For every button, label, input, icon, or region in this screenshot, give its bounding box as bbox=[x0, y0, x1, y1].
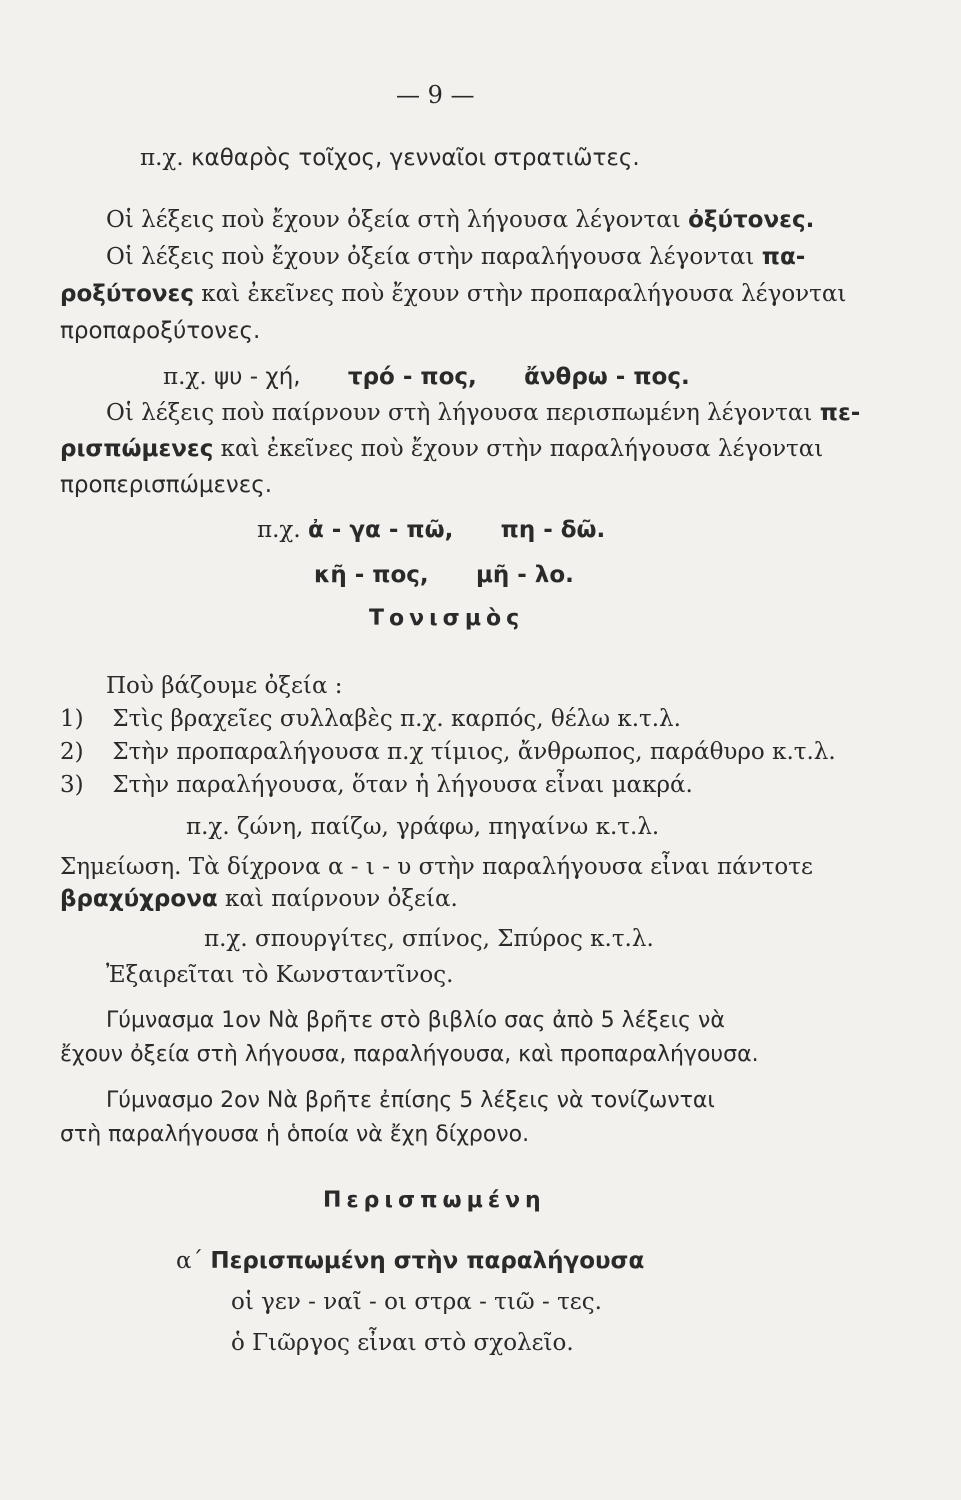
list-number: 2) bbox=[60, 739, 84, 765]
term-properispomenes: προπερισπώμενες. bbox=[60, 472, 273, 498]
exercise-2-line: στὴ παραλήγουσα ἡ ὁποία νὰ ἔχη δίχρονο. bbox=[60, 1122, 530, 1147]
note-line: Σημείωση. Τὰ δίχρονα α - ι - υ στὴν παραλήγουσα εἶναι πάντοτε bbox=[60, 854, 813, 880]
example-line bbox=[163, 362, 690, 392]
term-perispomenes: ρισπώμενες bbox=[60, 436, 214, 462]
example-prefix: π.χ. bbox=[257, 517, 301, 543]
example-line: οἱ γεν - ναῖ - οι στρα - τιῶ - τες. bbox=[231, 1289, 602, 1315]
plain-text: καὶ παίρνουν ὀξεία. bbox=[224, 886, 458, 912]
example-word: ἄνθρω - πος. bbox=[524, 364, 690, 390]
paragraph-line bbox=[106, 398, 860, 428]
subsection-letter: α΄ bbox=[176, 1248, 204, 1274]
example-word: ψυ - χή, bbox=[214, 364, 301, 390]
example-line bbox=[314, 560, 574, 590]
example-word: πη - δῶ. bbox=[500, 517, 606, 543]
plain-text: Οἱ λέξεις ποὺ ἔχουν ὀξεία στὴ λήγουσα λέγονται bbox=[106, 207, 681, 233]
term-part: πε- bbox=[819, 400, 861, 426]
term-oxytones: ὀξύτονες. bbox=[688, 207, 815, 233]
term-paroxytones: ροξύτονες bbox=[60, 281, 194, 307]
section-heading-tonismos: Τονισμὸς bbox=[369, 606, 525, 631]
paragraph-line bbox=[60, 434, 823, 464]
intro-text: Ποὺ βάζουμε ὀξεία : bbox=[106, 673, 343, 699]
paragraph-line bbox=[60, 279, 846, 309]
list-text: Στὴν παραλήγουσα, ὅταν ἡ λήγουσα εἶναι μακρά. bbox=[112, 772, 693, 798]
section-heading-perispomeni: Περισπωμένη bbox=[323, 1188, 546, 1213]
list-item bbox=[60, 704, 681, 734]
page-number: — 9 — bbox=[396, 81, 475, 109]
list-text: Στὴν προπαραλήγουσα π.χ τίμιος, ἄνθρωπος, παράθυρο κ.τ.λ. bbox=[112, 739, 836, 765]
note-line bbox=[60, 884, 458, 914]
example-line bbox=[257, 515, 605, 545]
example-line: π.χ. σπουργίτες, σπίνος, Σπύρος κ.τ.λ. bbox=[204, 926, 654, 952]
term-brachychrona: βραχύχρονα bbox=[60, 886, 218, 912]
subsection-title: Περισπωμένη στὴν παραλήγουσα bbox=[210, 1248, 645, 1274]
example-prefix: π.χ. bbox=[140, 145, 184, 171]
list-item bbox=[60, 770, 693, 800]
paragraph-line bbox=[106, 242, 805, 272]
plain-text: καὶ ἐκεῖνες ποὺ ἔχουν στὴν παραλήγουσα λέγονται bbox=[220, 436, 824, 462]
example-text: καθαρὸς τοῖχος, γενναῖοι στρατιῶτες. bbox=[191, 145, 640, 171]
plain-text: καὶ ἐκεῖνες ποὺ ἔχουν στὴν προπαραλήγουσα λέγονται bbox=[201, 281, 847, 307]
paragraph-line bbox=[106, 205, 814, 235]
list-item bbox=[60, 737, 836, 767]
term-part: πα- bbox=[761, 244, 806, 270]
plain-text: Οἱ λέξεις ποὺ παίρνουν στὴ λήγουσα περισπωμένη λέγονται bbox=[106, 400, 813, 426]
list-number: 1) bbox=[60, 706, 84, 732]
example-line bbox=[140, 143, 640, 173]
example-line: ὁ Γιῶργος εἶναι στὸ σχολεῖο. bbox=[231, 1330, 574, 1356]
term-proparoxytones: προπαροξύτονες. bbox=[60, 318, 261, 344]
subsection-heading bbox=[176, 1246, 644, 1276]
list-text: Στὶς βραχεῖες συλλαβὲς π.χ. καρπός, θέλω κ.τ.λ. bbox=[112, 706, 681, 732]
example-word: ἀ - γα - πῶ, bbox=[308, 517, 454, 543]
exercise-1-line: Γύμνασμα 1ον Νὰ βρῆτε στὸ βιβλίο σας ἀπὸ 5 λέξεις νὰ bbox=[106, 1008, 725, 1033]
example-prefix: π.χ. bbox=[163, 364, 207, 390]
example-line: π.χ. ζώνη, παίζω, γράφω, πηγαίνω κ.τ.λ. bbox=[186, 814, 660, 840]
exercise-1-line: ἔχουν ὀξεία στὴ λήγουσα, παραλήγουσα, καὶ προπαραλήγουσα. bbox=[60, 1042, 759, 1067]
exercise-2-line: Γύμνασμο 2ον Νὰ βρῆτε ἐπίσης 5 λέξεις νὰ τονίζωνται bbox=[106, 1088, 715, 1113]
example-word: μῆ - λο. bbox=[475, 562, 574, 588]
plain-text: Οἱ λέξεις ποὺ ἔχουν ὀξεία στὴν παραλήγουσα λέγονται bbox=[106, 244, 755, 270]
list-number: 3) bbox=[60, 772, 84, 798]
exception-text: Ἐξαιρεῖται τὸ Κωνσταντῖνος. bbox=[106, 962, 454, 988]
example-word: τρό - πος, bbox=[347, 364, 477, 390]
example-word: κῆ - πος, bbox=[314, 562, 429, 588]
